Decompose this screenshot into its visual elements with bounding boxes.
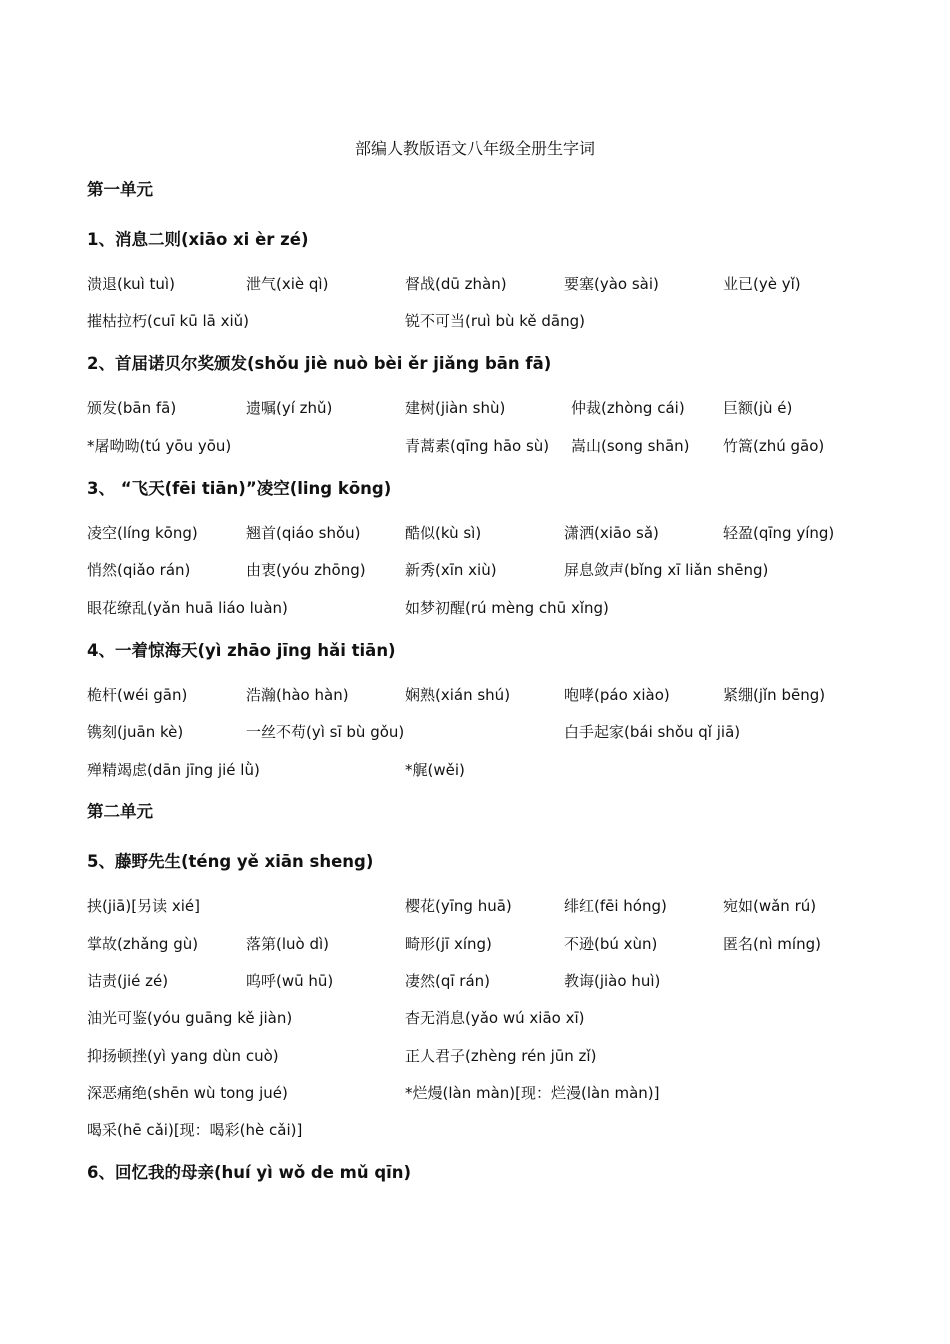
vocab-item: 娴熟(xián shú)	[405, 686, 511, 704]
vocab-item: 桅杆(wéi gān)	[87, 686, 188, 704]
vocab-item: 眼花缭乱(yǎn huā liáo luàn)	[87, 599, 288, 617]
vocab-item: 竹篙(zhú gāo)	[723, 437, 825, 455]
vocab-item: 正人君子(zhèng rén jūn zǐ)	[405, 1047, 597, 1065]
vocab-item: 诘责(jié zé)	[87, 972, 169, 990]
word-row-4	[0, 435, 950, 459]
vocab-item: 青蒿素(qīng hāo sù)	[405, 437, 550, 455]
vocab-item: 悄然(qiǎo rán)	[87, 561, 191, 579]
word-row-9	[0, 721, 950, 745]
vocab-item: 绯红(fēi hóng)	[564, 897, 667, 915]
vocab-item: 由衷(yóu zhōng)	[246, 561, 366, 579]
vocab-item: 一丝不苟(yì sī bù gǒu)	[246, 723, 405, 741]
vocab-item: 嵩山(song shān)	[571, 437, 690, 455]
word-row-7	[0, 597, 950, 621]
vocab-item: 酷似(kù sì)	[405, 524, 482, 542]
vocab-item: 抑扬顿挫(yì yang dùn cuò)	[87, 1047, 279, 1065]
vocab-item: *烂熳(làn màn)[现：烂漫(làn màn)]	[405, 1084, 660, 1102]
vocab-item: 落第(luò dì)	[246, 935, 330, 953]
vocab-item: 凄然(qī rán)	[405, 972, 491, 990]
vocab-item: 呜呼(wū hū)	[246, 972, 334, 990]
vocab-item: 轻盈(qīng yíng)	[723, 524, 835, 542]
unit-heading-2: 第二单元	[87, 802, 153, 821]
vocab-item: 颁发(bān fā)	[87, 399, 177, 417]
word-row-14	[0, 1007, 950, 1031]
vocab-item: 溃退(kuì tuì)	[87, 275, 175, 293]
document-title: 部编人教版语文八年级全册生字词	[354, 139, 595, 158]
vocab-item: 业已(yè yǐ)	[723, 275, 801, 293]
word-row-10	[0, 759, 950, 783]
vocab-item: 仲裁(zhòng cái)	[571, 399, 685, 417]
vocab-item: 紧绷(jǐn bēng)	[723, 686, 826, 704]
vocab-item: 掌故(zhǎng gù)	[87, 935, 199, 953]
vocab-item: 畸形(jī xíng)	[405, 935, 492, 953]
vocab-item: 屏息敛声(bǐng xī liǎn shēng)	[564, 561, 769, 579]
vocab-item: 不逊(bú xùn)	[564, 935, 658, 953]
vocab-item: 深恶痛绝(shēn wù tong jué)	[87, 1084, 288, 1102]
lesson-heading-3: 3、 “飞天(fēi tiān)”凌空(ling kōng)	[87, 479, 392, 498]
vocab-item: 巨额(jù é)	[723, 399, 793, 417]
vocab-item: 喝采(hē cǎi)[现：喝彩(hè cǎi)]	[87, 1121, 303, 1139]
vocab-item: 要塞(yào sài)	[564, 275, 659, 293]
vocab-item: 殚精竭虑(dān jīng jié lǜ)	[87, 761, 260, 779]
vocab-item: 杳无消息(yǎo wú xiāo xī)	[405, 1009, 585, 1027]
vocab-item: 镌刻(juān kè)	[87, 723, 184, 741]
vocab-item: 摧枯拉朽(cuī kū lā xiǔ)	[87, 312, 250, 330]
vocab-item: 教诲(jiào huì)	[564, 972, 661, 990]
vocab-item: 锐不可当(ruì bù kě dāng)	[405, 312, 586, 330]
lesson-heading-1: 1、消息二则(xiāo xi èr zé)	[87, 230, 309, 249]
word-row-12	[0, 933, 950, 957]
word-row-16	[0, 1082, 950, 1106]
unit-heading-1: 第一单元	[87, 180, 153, 199]
vocab-item: 樱花(yīng huā)	[405, 897, 512, 915]
vocab-item: 翘首(qiáo shǒu)	[246, 524, 361, 542]
word-row-8	[0, 684, 950, 708]
word-row-6	[0, 559, 950, 583]
vocab-item: 泄气(xiè qì)	[246, 275, 329, 293]
vocab-item: 宛如(wǎn rú)	[723, 897, 817, 915]
word-row-1	[0, 273, 950, 297]
word-row-17	[0, 1119, 950, 1143]
vocab-item: 建树(jiàn shù)	[405, 399, 506, 417]
vocab-item: 白手起家(bái shǒu qǐ jiā)	[564, 723, 741, 741]
lesson-heading-5: 5、藤野先生(téng yě xiān sheng)	[87, 852, 374, 871]
vocab-item: 油光可鉴(yóu guāng kě jiàn)	[87, 1009, 293, 1027]
vocab-item: 遗嘱(yí zhǔ)	[246, 399, 333, 417]
vocab-item: 咆哮(páo xiào)	[564, 686, 670, 704]
word-row-13	[0, 970, 950, 994]
word-row-11	[0, 895, 950, 919]
word-row-2	[0, 310, 950, 334]
lesson-heading-4: 4、一着惊海天(yì zhāo jīng hǎi tiān)	[87, 641, 396, 660]
vocab-item: 挟(jiā)[另读 xié]	[87, 897, 200, 915]
vocab-item: *艉(wěi)	[405, 761, 465, 779]
lesson-heading-6: 6、回忆我的母亲(huí yì wǒ de mǔ qīn)	[87, 1163, 412, 1182]
vocab-item: 匿名(nì míng)	[723, 935, 821, 953]
vocab-item: 凌空(líng kōng)	[87, 524, 198, 542]
vocab-item: 督战(dū zhàn)	[405, 275, 507, 293]
vocab-item: 潇洒(xiāo sǎ)	[564, 524, 659, 542]
vocab-item: 如梦初醒(rú mèng chū xǐng)	[405, 599, 609, 617]
word-row-15	[0, 1045, 950, 1069]
lesson-heading-2: 2、首届诺贝尔奖颁发(shǒu jiè nuò bèi ěr jiǎng bān fā)	[87, 354, 552, 373]
word-row-5	[0, 522, 950, 546]
vocab-item: 浩瀚(hào hàn)	[246, 686, 349, 704]
word-row-3	[0, 397, 950, 421]
vocab-item: 新秀(xīn xiù)	[405, 561, 497, 579]
vocab-item: *屠呦呦(tú yōu yōu)	[87, 437, 232, 455]
